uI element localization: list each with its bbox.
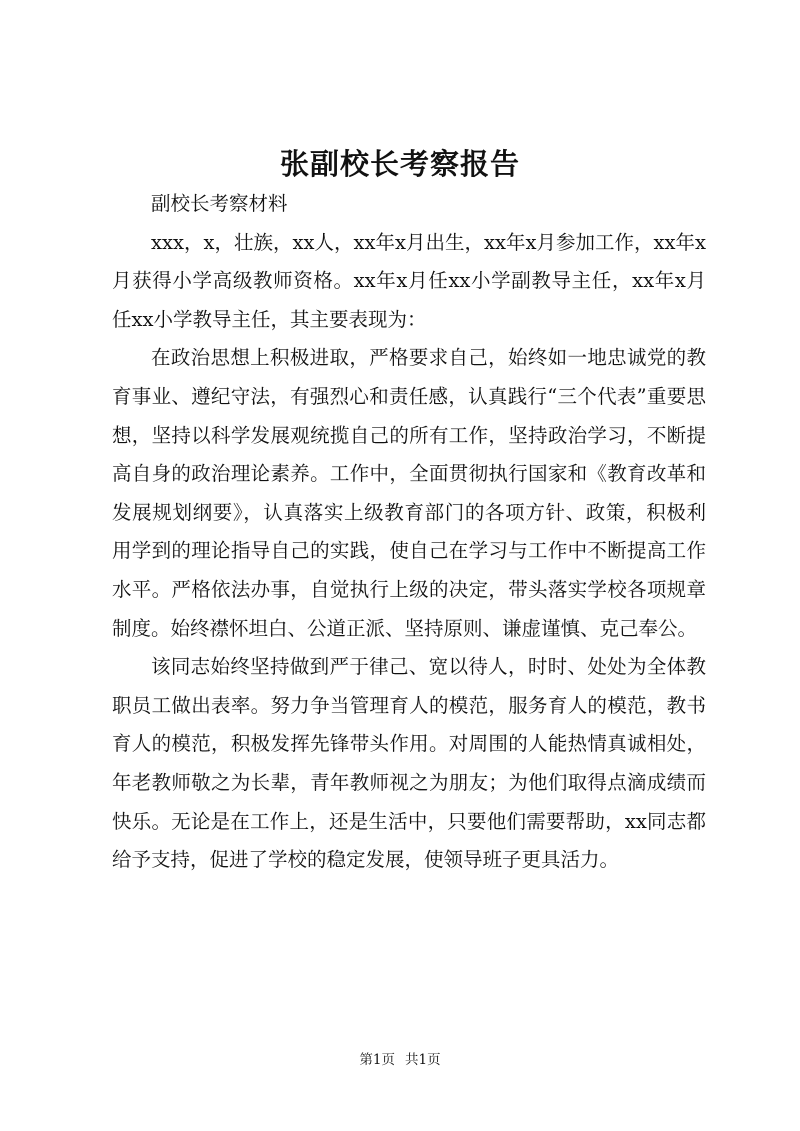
page-number: 第1页 [359, 1052, 395, 1068]
paragraph-political-thought: 在政治思想上积极进取，严格要求自己，始终如一地忠诚党的教育事业、遵纪守法，有强烈心和责任感，认真践行“三个代表”重要思想，坚持以科学发展观统揽自己的所有工作，坚持政治学习，不断提高自身的政治理论素养。工作中，全面贯彻执行国家和《教育改革和发展规划纲要》，认真落实上级教育部门的各项方针、政策，积极利用学到的理论指导自己的实践，使自己在学习与工作中不断提高工作水平。严格依法办事，自觉执行上级的决定，带头落实学校各项规章制度。始终襟怀坦白、公道正派、坚持原则、谦虚谨慎、克己奉公。 [112, 346, 706, 640]
paragraph-conduct: 该同志始终坚持做到严于律己、宽以待人，时时、处处为全体教职员工做出表率。努力争当管理育人的模范，服务育人的模范，教书育人的模范，积极发挥先锋带头作用。对周围的人能热情真诚相处，年老教师敬之为长辈，青年教师视之为朋友；为他们取得点滴成绩而快乐。无论是在工作上，还是生活中，只要他们需要帮助，xx同志都给予支持，促进了学校的稳定发展，使领导班子更具活力。 [112, 655, 706, 872]
document-body [112, 185, 706, 880]
document-title: 张副校长考察报告 [279, 147, 520, 181]
paragraph-personal-info: xxx，x，壮族，xx人，xx年x月出生，xx年x月参加工作，xx年x月获得小学高级教师资格。xx年x月任xx小学副教导主任，xx年x月任xx小学教导主任，其主要表现为： [112, 230, 706, 331]
paragraph-subtitle: 副校长考察材料 [151, 192, 288, 215]
page-total: 共1页 [405, 1052, 441, 1068]
page-footer [0, 1048, 800, 1068]
